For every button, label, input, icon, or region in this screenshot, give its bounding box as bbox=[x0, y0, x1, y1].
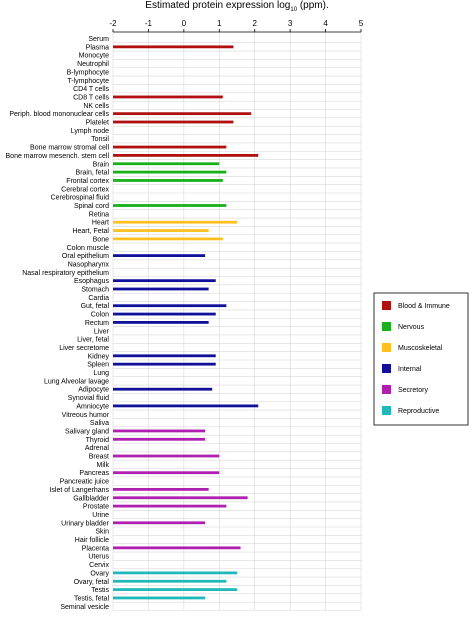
bar bbox=[113, 521, 205, 524]
category-label: Kidney bbox=[87, 353, 109, 361]
category-label: Stomach bbox=[81, 286, 109, 294]
category-label: Esophagus bbox=[73, 278, 109, 286]
bar bbox=[113, 204, 226, 207]
category-label: Saliva bbox=[89, 420, 109, 428]
category-label: Neutrophil bbox=[77, 61, 109, 69]
category-label: Heart bbox=[91, 219, 109, 227]
bar bbox=[113, 304, 226, 307]
category-label: Spinal cord bbox=[73, 203, 109, 210]
category-label: Pancreas bbox=[79, 470, 109, 478]
chart-title-text: Estimated protein expression $\log_{10} (ppm)$. bbox=[145, 0, 329, 13]
bar bbox=[113, 405, 258, 408]
category-label: Cardia bbox=[88, 294, 109, 302]
category-label: Placenta bbox=[81, 545, 109, 553]
category-label: CD4 T cells bbox=[73, 86, 109, 94]
bar bbox=[113, 546, 241, 549]
bar bbox=[113, 238, 223, 241]
bar bbox=[113, 96, 223, 99]
category-label: Hair follicle bbox=[74, 537, 109, 544]
category-label: Serum bbox=[88, 36, 109, 43]
category-label: Gut, fetal bbox=[80, 303, 109, 311]
category-label: Brain bbox=[92, 161, 109, 169]
category-label: Tonsil bbox=[91, 136, 109, 144]
bar bbox=[113, 588, 237, 591]
category-label: Adrenal bbox=[84, 445, 109, 453]
bar bbox=[113, 488, 209, 491]
category-label: T-lymphocyte bbox=[67, 77, 109, 85]
category-label: Ovary, fetal bbox=[73, 578, 109, 586]
bar bbox=[113, 597, 205, 600]
legend-swatch bbox=[382, 406, 391, 415]
category-label: Cervix bbox=[89, 562, 109, 570]
category-label: Vitreous humor bbox=[61, 411, 109, 419]
x-tick-label: 1 bbox=[217, 19, 222, 28]
bar bbox=[113, 430, 205, 433]
legend-box bbox=[374, 293, 468, 425]
x-tick-label: 2 bbox=[252, 19, 257, 28]
legend-label: Internal bbox=[398, 366, 422, 373]
category-labels bbox=[6, 36, 110, 611]
category-label: Cerebral cortex bbox=[61, 186, 109, 194]
category-label: Nasopharynx bbox=[67, 261, 109, 269]
legend-label: Secretory bbox=[398, 387, 428, 394]
category-label: Colon muscle bbox=[66, 244, 109, 252]
category-label: Brain, fetal bbox=[75, 169, 109, 177]
category-label: Rectum bbox=[84, 319, 109, 327]
bar bbox=[113, 254, 205, 257]
category-label: Thyroid bbox=[85, 436, 109, 444]
legend-swatch bbox=[382, 322, 391, 331]
category-label: Bone marrow mesench. stem cell bbox=[5, 152, 109, 160]
legend-label: Nervous bbox=[398, 324, 425, 331]
category-label: Milk bbox=[96, 461, 109, 469]
category-label: Plasma bbox=[85, 44, 109, 52]
category-label: Periph. blood mononuclear cells bbox=[9, 111, 109, 119]
category-label: Synovial fluid bbox=[67, 395, 109, 403]
category-label: Adipocyte bbox=[78, 386, 109, 394]
category-label: Lung bbox=[93, 370, 109, 377]
category-label: CD8 T cells bbox=[73, 94, 109, 102]
bar bbox=[113, 496, 248, 499]
legend-label: Reproductive bbox=[398, 408, 440, 415]
bar bbox=[113, 154, 258, 157]
category-label: Ovary bbox=[90, 570, 109, 578]
bar bbox=[113, 572, 237, 575]
bar bbox=[113, 438, 205, 441]
category-label: Oral epithelium bbox=[61, 253, 109, 261]
category-label: Urinary bladder bbox=[61, 520, 109, 528]
bar bbox=[113, 388, 212, 391]
x-tick-label: 5 bbox=[358, 19, 364, 28]
category-label: Heart, Fetal bbox=[72, 228, 109, 236]
x-tick-label: 3 bbox=[287, 19, 293, 28]
bar bbox=[113, 363, 216, 366]
bar bbox=[113, 221, 237, 224]
bar bbox=[113, 162, 219, 165]
bar bbox=[113, 288, 209, 291]
x-tick-label: 4 bbox=[323, 19, 328, 28]
category-label: Uterus bbox=[88, 553, 109, 561]
category-label: B-lymphocyte bbox=[66, 69, 109, 77]
x-tick-label: -2 bbox=[109, 19, 117, 28]
x-tick-label: -1 bbox=[144, 19, 152, 28]
bar bbox=[113, 171, 226, 174]
category-label: Amniocyte bbox=[76, 403, 109, 411]
x-axis bbox=[109, 19, 363, 32]
bars bbox=[113, 45, 258, 599]
bar bbox=[113, 112, 251, 115]
chart-title bbox=[145, 0, 328, 13]
category-label: Bone marrow stromal cell bbox=[30, 144, 109, 152]
category-label: Breast bbox=[88, 453, 109, 461]
category-label: Lymph node bbox=[70, 127, 109, 135]
category-label: Bone bbox=[92, 236, 109, 244]
legend bbox=[374, 293, 468, 425]
category-label: Colon bbox=[90, 311, 109, 319]
category-label: Liver, fetal bbox=[77, 336, 109, 344]
legend-label: Muscoskeletal bbox=[398, 345, 443, 352]
bar bbox=[113, 313, 216, 316]
bar bbox=[113, 455, 219, 458]
category-label: Pancreatic juice bbox=[59, 478, 109, 486]
category-label: Prostate bbox=[82, 503, 109, 511]
category-label: Platelet bbox=[85, 119, 109, 127]
category-label: Urine bbox=[92, 511, 109, 519]
category-label: Spleen bbox=[87, 361, 109, 369]
legend-swatch bbox=[382, 364, 391, 373]
bar bbox=[113, 471, 219, 474]
bar bbox=[113, 321, 209, 324]
bar bbox=[113, 179, 223, 182]
category-label: Frontal cortex bbox=[66, 177, 109, 185]
category-label: Nasal respiratory epithelium bbox=[22, 269, 109, 277]
category-label: Cerebrospinal fluid bbox=[50, 194, 109, 202]
category-label: Liver bbox=[93, 328, 109, 336]
legend-swatch bbox=[382, 385, 391, 394]
category-label: Islet of Langerhans bbox=[49, 486, 109, 494]
bar bbox=[113, 121, 233, 124]
bar bbox=[113, 580, 226, 583]
bar bbox=[113, 354, 216, 357]
bar bbox=[113, 505, 226, 508]
category-label: Lung Alveolar lavage bbox=[44, 378, 109, 386]
legend-swatch bbox=[382, 301, 391, 310]
category-label: NK cells bbox=[83, 102, 109, 110]
category-label: Salivary gland bbox=[65, 428, 109, 436]
category-label: Monocyte bbox=[78, 52, 109, 60]
category-label: Testis, fetal bbox=[73, 595, 109, 603]
x-tick-label: 0 bbox=[181, 19, 187, 28]
category-label: Seminal vesicle bbox=[60, 603, 109, 611]
category-label: Retina bbox=[88, 211, 109, 219]
legend-swatch bbox=[382, 343, 391, 352]
bar bbox=[113, 279, 216, 282]
bar bbox=[113, 229, 209, 232]
category-label: Skin bbox=[95, 528, 109, 536]
category-label: Testis bbox=[91, 587, 109, 595]
legend-label: Blood & Immune bbox=[398, 303, 450, 310]
category-label: Gallbladder bbox=[73, 495, 109, 503]
category-label: Liver secretome bbox=[59, 344, 109, 352]
bar bbox=[113, 146, 226, 149]
bar bbox=[113, 45, 233, 48]
